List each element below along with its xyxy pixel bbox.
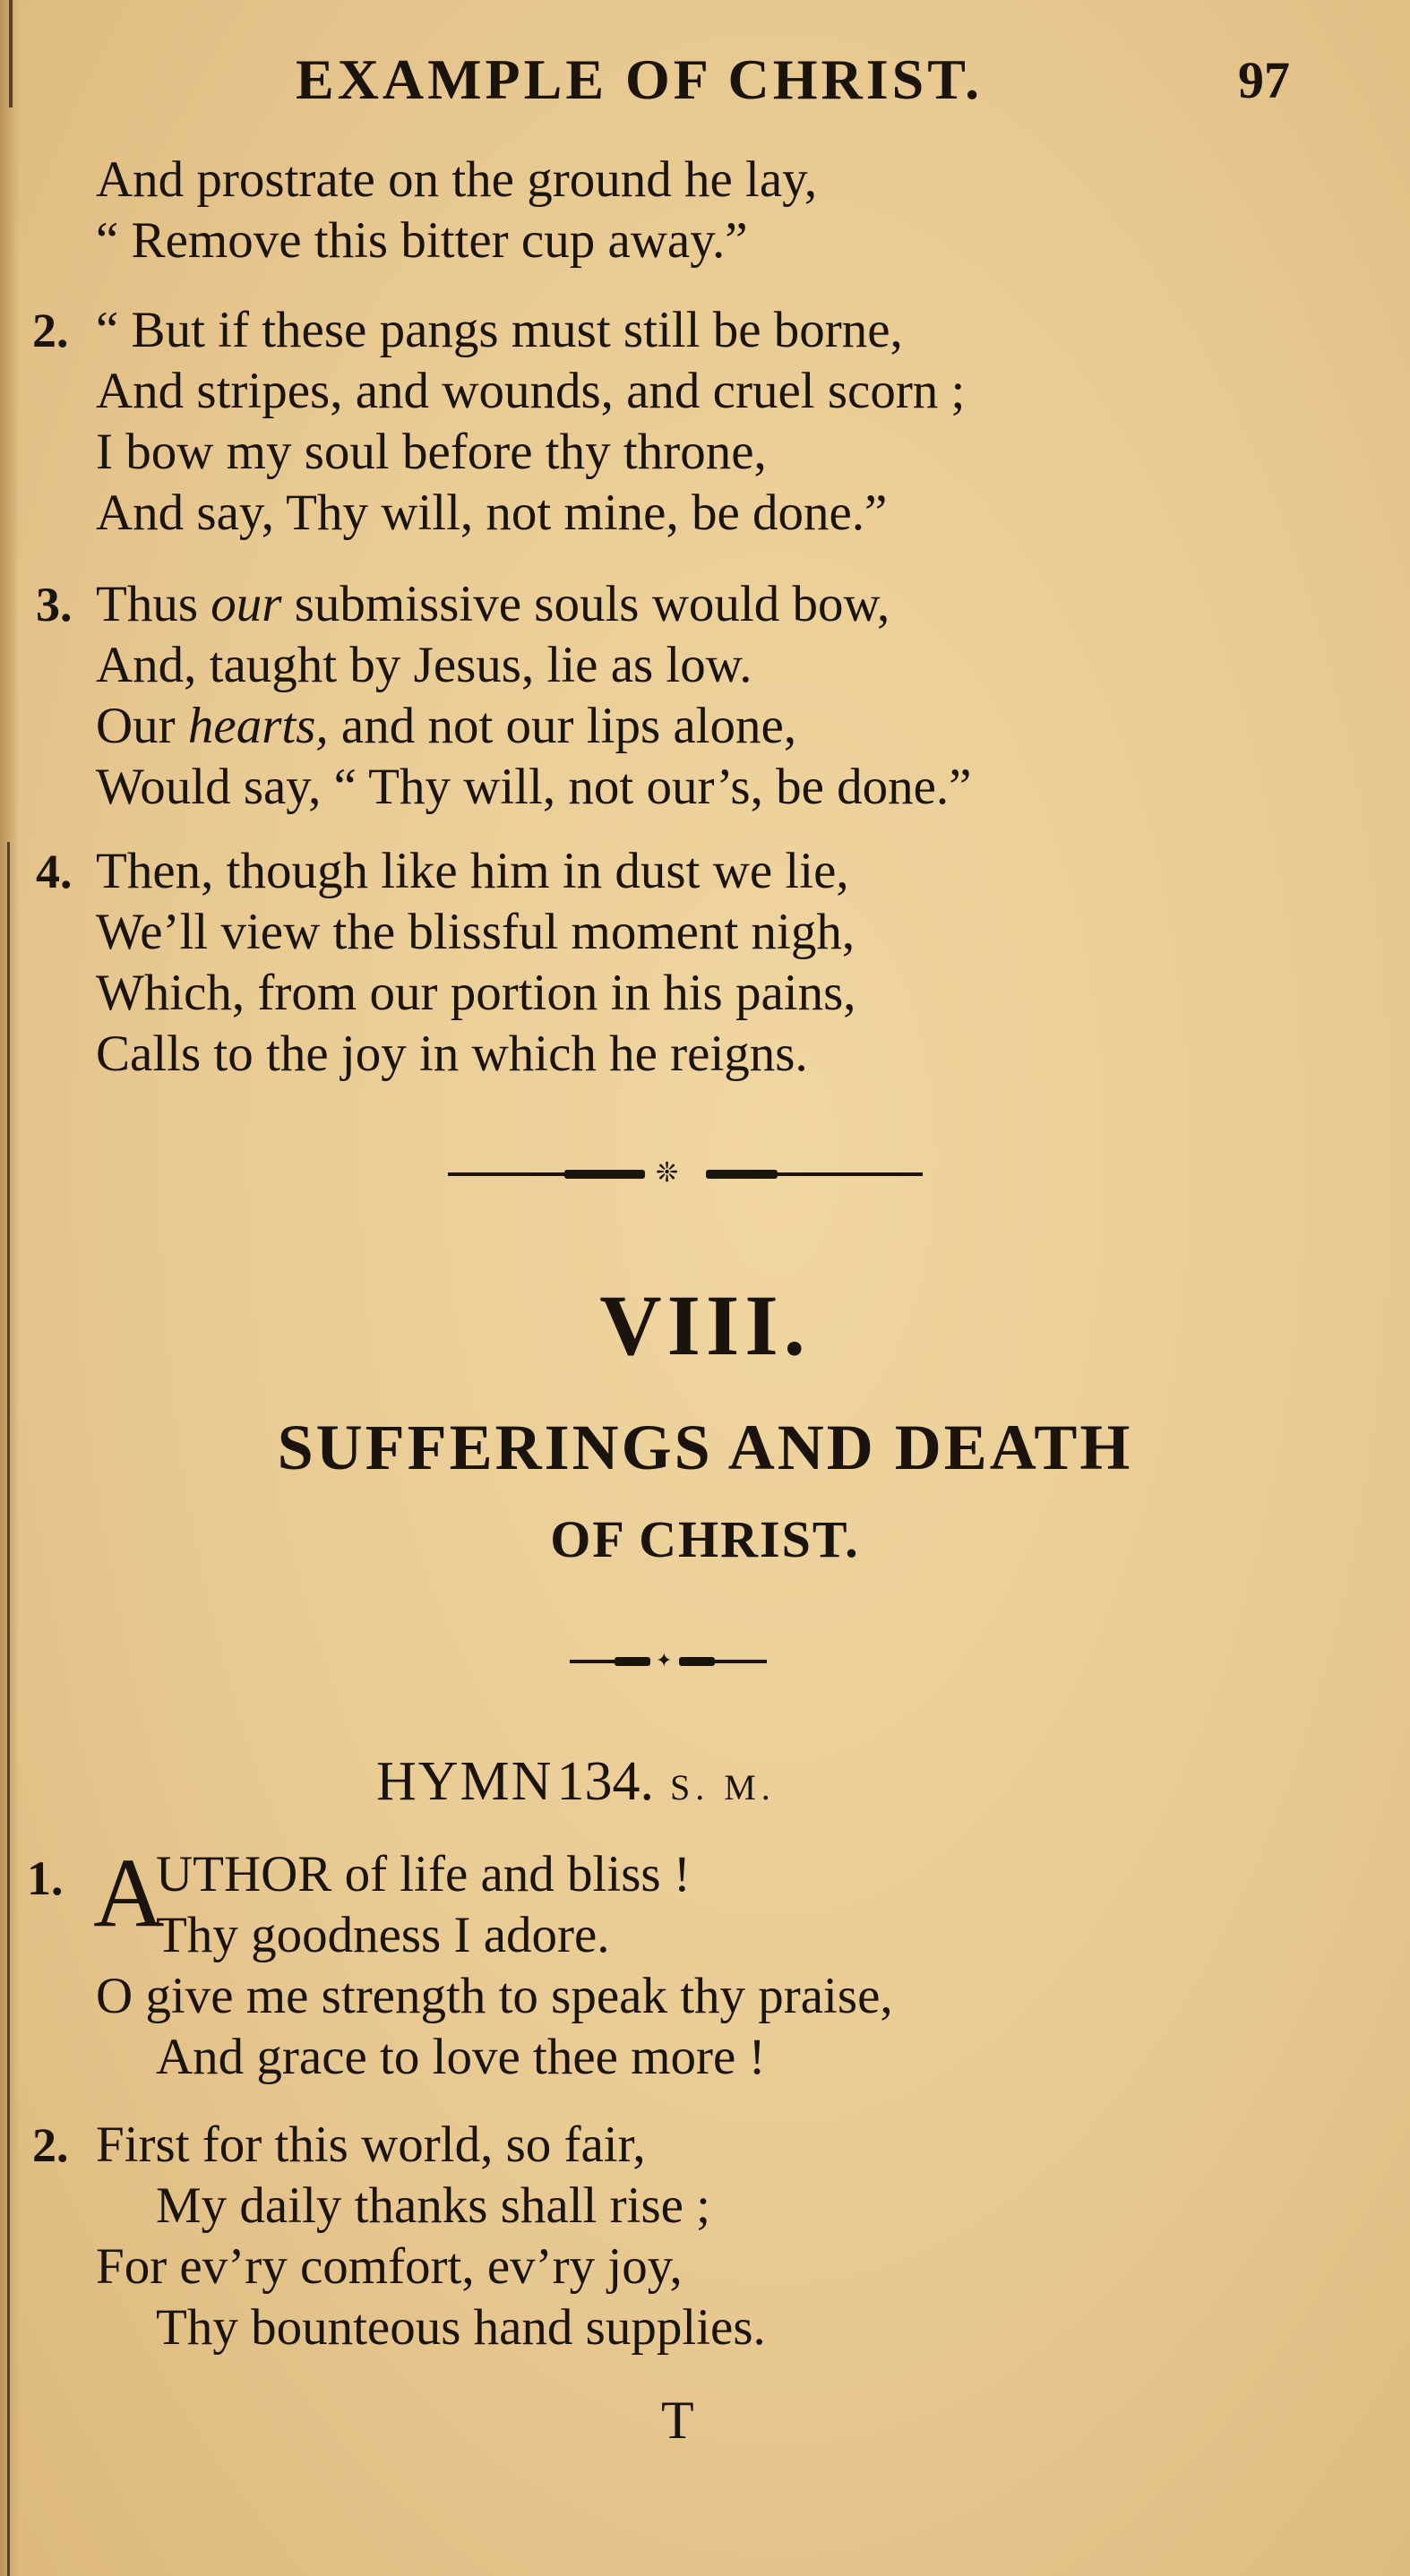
verse-line: My daily thanks shall rise ; xyxy=(156,2177,711,2234)
stanza-number: 2. xyxy=(32,2118,69,2172)
page-number: 97 xyxy=(1238,51,1290,109)
verse-line: And say, Thy will, not mine, be done.” xyxy=(96,485,888,541)
verse-line: And, taught by Jesus, lie as low. xyxy=(96,637,752,693)
verse-line: And prostrate on the ground he lay, xyxy=(96,151,818,208)
stanza-number: 1. xyxy=(27,1851,64,1905)
stanza-number: 4. xyxy=(36,845,73,898)
section-ornament xyxy=(570,1650,767,1672)
verse-line: “ Remove this bitter cup away.” xyxy=(96,212,748,269)
stanza-number: 3. xyxy=(36,578,73,631)
italic-word: our xyxy=(211,576,282,632)
verse-line: Then, though like him in dust we lie, xyxy=(96,843,849,899)
ornament-rule xyxy=(715,1660,767,1663)
verse-line xyxy=(96,698,797,754)
stanza-number: 2. xyxy=(32,304,69,357)
hymn-number: 134. xyxy=(556,1751,654,1812)
cross-ornament-icon: ✦ xyxy=(656,1650,673,1672)
verse-text: submissive souls would bow, xyxy=(281,576,890,632)
verse-line: Thy goodness I adore. xyxy=(156,1907,610,1963)
running-head: EXAMPLE OF CHRIST. xyxy=(296,47,984,111)
drop-cap: A xyxy=(93,1838,165,1947)
ornament-rule xyxy=(706,1170,778,1179)
verse-line xyxy=(96,576,890,632)
verse-text: Our xyxy=(96,698,188,754)
verse-text: Thus xyxy=(96,576,211,632)
asterisk-ornament-icon: ❊ xyxy=(656,1157,679,1189)
verse-text: and not our lips alone, xyxy=(328,698,797,754)
hymn-meter: S. M. xyxy=(669,1767,776,1807)
verse-line: For ev’ry comfort, ev’ry joy, xyxy=(96,2238,683,2295)
ornament-rule xyxy=(570,1660,615,1663)
ornament-rule xyxy=(615,1657,650,1666)
hymn-label: HYMN xyxy=(376,1751,554,1812)
verse-line: “ But if these pangs must still be borne, xyxy=(96,302,903,358)
section-number: VIII. xyxy=(599,1277,811,1373)
gutter-rule xyxy=(7,842,10,2576)
verse-line: Thy bounteous hand supplies. xyxy=(156,2299,766,2356)
verse-line: We’ll view the blissful moment nigh, xyxy=(96,904,855,960)
italic-word: hearts, xyxy=(187,698,329,754)
verse-line: And stripes, and wounds, and cruel scorn ; xyxy=(96,363,966,419)
verse-line: I bow my soul before thy throne, xyxy=(96,424,767,480)
ornament-rule xyxy=(564,1170,645,1179)
gutter-rule xyxy=(9,0,13,107)
section-subtitle: OF CHRIST. xyxy=(550,1510,860,1568)
verse-line: First for this world, so fair, xyxy=(96,2117,646,2173)
section-ornament xyxy=(448,1157,923,1189)
ornament-rule xyxy=(448,1172,564,1176)
verse-line: O give me strength to speak thy praise, xyxy=(96,1968,893,2024)
verse-line: UTHOR of life and bliss ! xyxy=(156,1846,691,1902)
signature-mark: T xyxy=(661,2391,694,2450)
verse-line: Calls to the joy in which he reigns. xyxy=(96,1026,808,1082)
section-title: SUFFERINGS AND DEATH xyxy=(277,1412,1133,1483)
ornament-rule xyxy=(679,1657,715,1666)
verse-line: And grace to love thee more ! xyxy=(156,2029,766,2085)
verse-line: Which, from our portion in his pains, xyxy=(96,965,856,1021)
ornament-rule xyxy=(778,1172,923,1176)
verse-line: Would say, “ Thy will, not our’s, be done.” xyxy=(96,759,972,815)
hymn-heading xyxy=(376,1751,776,1812)
